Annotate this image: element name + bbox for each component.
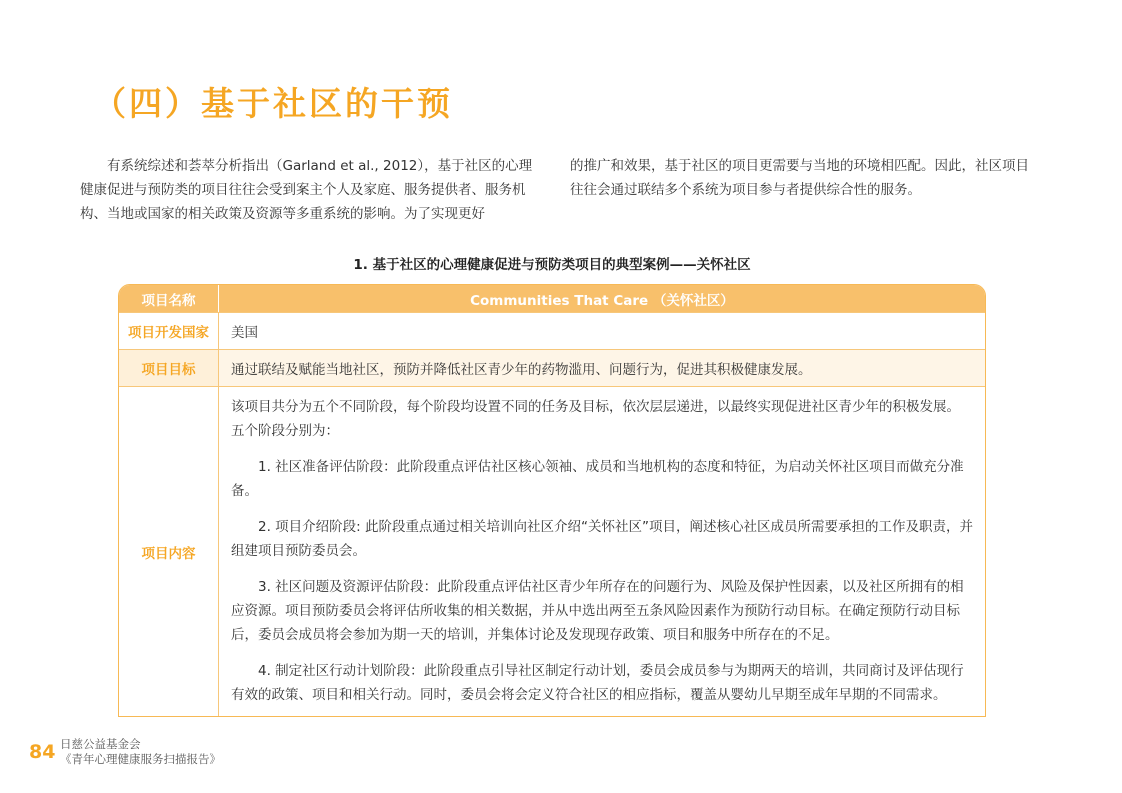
table-row-goal [119, 349, 985, 386]
stage-item: 2. 项目介绍阶段: 此阶段重点通过相关培训向社区介绍“关怀社区”项目，阐述核心社区成员所需要承担的工作及职责，并组建项目预防委员会。 [231, 519, 973, 559]
country-value: 美国 [231, 325, 258, 341]
content-label: 项目内容 [119, 387, 219, 716]
intro-left-paragraph: 有系统综述和荟萃分析指出（Garland et al., 2012），基于社区的心理健康促进与预防类的项目往往会受到案主个人及家庭、服务提供者、服务机构、当地或国家的相关政策及资源等多重系统的影响。为了实现更好 [80, 158, 533, 222]
intro-left-column [80, 154, 535, 226]
intro-right-paragraph: 的推广和效果，基于社区的项目更需要与当地的环境相匹配。因此，社区项目往往会通过联结多个系统为项目参与者提供综合性的服务。 [570, 158, 1029, 198]
footer-report: 《青年心理健康服务扫描报告》 [60, 752, 221, 766]
content-value [219, 387, 985, 716]
case-table [118, 284, 986, 717]
stage-item: 1. 社区准备评估阶段：此阶段重点评估社区核心领袖、成员和当地机构的态度和特征，为启动关怀社区项目而做充分准备。 [231, 459, 964, 499]
page-number: 84 [29, 741, 56, 763]
header-value: Communities That Care （关怀社区） [470, 292, 734, 309]
section-heading: （四）基于社区的干预 [93, 84, 453, 123]
goal-label: 项目目标 [119, 350, 219, 386]
stage-item: 3. 社区问题及资源评估阶段：此阶段重点评估社区青少年所存在的问题行为、风险及保护性因素，以及社区所拥有的相应资源。项目预防委员会将评估所收集的相关数据，并从中选出两至五条风险因素作为预防行动目标。在确定预防行动目标后，委员会成员将会参加为期一天的培训，并集体讨论及发现现存政策、项目和服务中所存在的不足。 [231, 579, 964, 643]
table-row-content [119, 386, 985, 716]
content-intro: 该项目共分为五个不同阶段，每个阶段均设置不同的任务及目标，依次层层递进，以最终实现促进社区青少年的积极发展。五个阶段分别为： [231, 399, 960, 439]
footer-source [60, 737, 221, 767]
goal-value: 通过联结及赋能当地社区，预防并降低社区青少年的药物滥用、问题行为，促进其积极健康发展。 [231, 362, 812, 378]
footer-org: 日慈公益基金会 [60, 737, 141, 751]
table-title: 1. 基于社区的心理健康促进与预防类项目的典型案例——关怀社区 [353, 257, 751, 273]
header-label: 项目名称 [119, 285, 219, 312]
table-header-row [119, 285, 985, 312]
intro-right-column [570, 154, 1032, 202]
stage-item: 4. 制定社区行动计划阶段：此阶段重点引导社区制定行动计划，委员会成员参与为期两天的培训，共同商讨及评估现行有效的政策、项目和相关行动。同时，委员会将会定义符合社区的相应指标，覆盖从婴幼儿早期至成年早期的不同需求。 [231, 663, 964, 703]
country-label: 项目开发国家 [119, 313, 219, 349]
table-row-country [119, 312, 985, 349]
